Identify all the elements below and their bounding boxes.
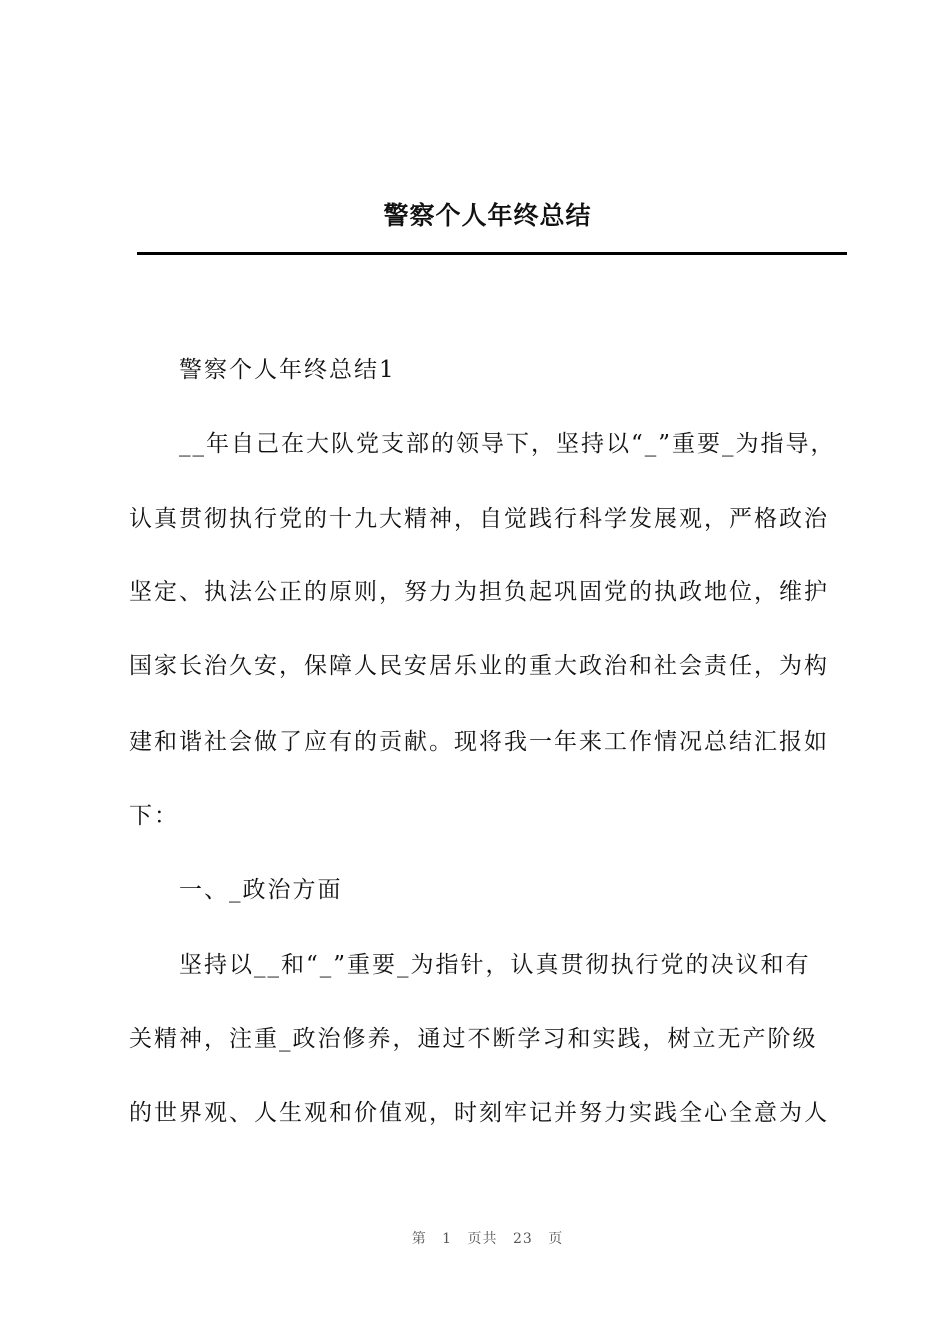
paragraph-line: 国家长治久安，保障人民安居乐业的重大政治和社会责任，为构	[129, 653, 829, 679]
title-underline	[137, 252, 847, 255]
section-heading: 一、_政治方面	[179, 877, 343, 903]
paragraph-line: 坚持以__和“_”重要_为指针，认真贯彻执行党的决议和有	[179, 952, 811, 978]
paragraph-line: 认真贯彻执行党的十九大精神，自觉践行科学发展观，严格政治	[129, 506, 829, 532]
document-title: 警察个人年终总结	[383, 201, 592, 230]
section-heading: 警察个人年终总结1	[179, 357, 396, 383]
paragraph-line: 的世界观、人生观和价值观，时刻牢记并努力实践全心全意为人	[129, 1100, 829, 1126]
paragraph-line: 关精神，注重_政治修养，通过不断学习和实践，树立无产阶级	[129, 1026, 818, 1052]
paragraph-line: 坚定、执法公正的原则，努力为担负起巩固党的执政地位，维护	[129, 579, 829, 605]
paragraph-line: 下：	[129, 803, 179, 829]
page-number: 第 1 页共 23 页	[411, 1231, 564, 1247]
paragraph-line: __年自己在大队党支部的领导下，坚持以“_”重要_为指导，	[179, 431, 836, 457]
paragraph-line: 建和谐社会做了应有的贡献。现将我一年来工作情况总结汇报如	[129, 729, 829, 755]
